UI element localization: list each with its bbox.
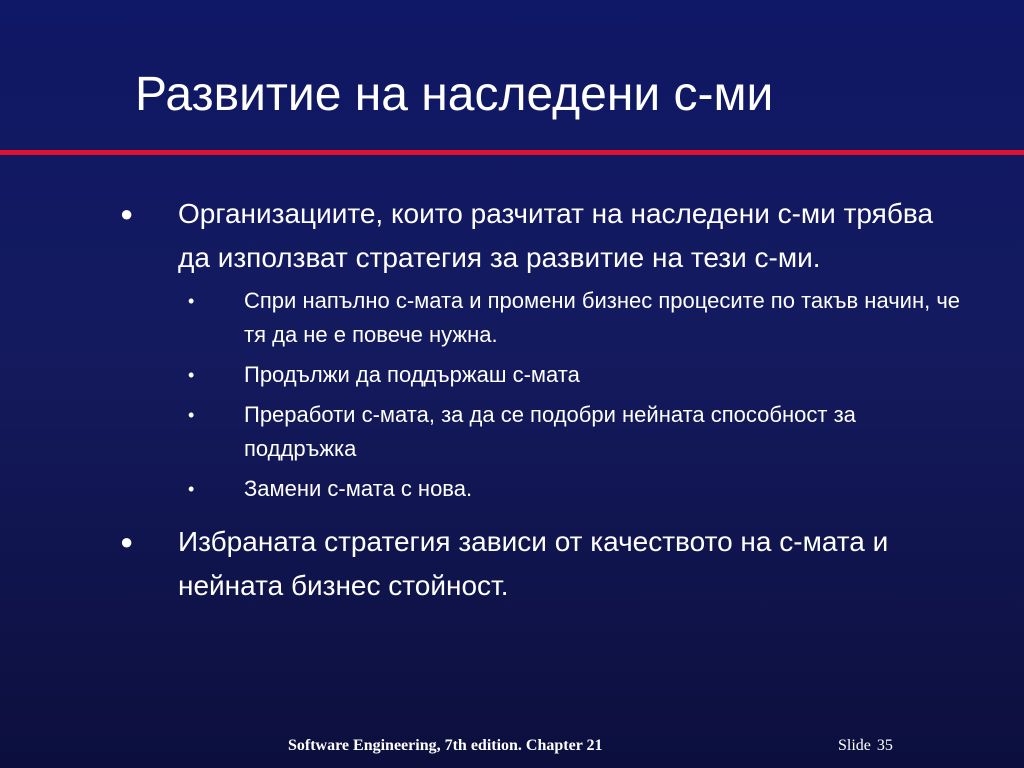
sub-bullet-text: Замени с-мата с нова. <box>244 476 473 501</box>
bullet-item <box>0 520 968 608</box>
slide-title: Развитие на наследени с-ми <box>135 68 774 121</box>
sub-bullet-item <box>0 398 974 466</box>
sub-bullet-dot-icon: • <box>188 291 195 311</box>
sub-bullet-dot-icon: • <box>188 479 195 499</box>
footer-source: Software Engineering, 7th edition. Chapter 21 <box>288 737 603 754</box>
slide-number: 35 <box>876 737 893 754</box>
slide-label: Slide <box>838 737 871 754</box>
slide-content <box>0 192 1024 608</box>
sub-bullet-dot-icon: • <box>188 405 195 425</box>
sub-bullet-text: Спри напълно с-мата и промени бизнес процесите по такъв начин, че тя да не е повече нужна. <box>244 288 961 347</box>
sub-bullet-text: Продължи да поддържаш с-мата <box>244 362 580 387</box>
footer-slide-number <box>838 737 893 755</box>
bullet-text: Организациите, които разчитат на наследени с-ми трябва да използват стратегия за развитие на тези с-ми. <box>178 198 934 273</box>
title-divider <box>0 150 1024 155</box>
bullet-dot-icon: ● <box>120 529 134 554</box>
sub-bullet-item <box>0 284 974 352</box>
bullet-dot-icon: ● <box>120 201 134 226</box>
bullet-item <box>0 192 968 280</box>
sub-bullet-item <box>0 358 974 392</box>
sub-bullet-dot-icon: • <box>188 365 195 385</box>
bullet-text: Избраната стратегия зависи от качеството на с-мата и нейната бизнес стойност. <box>178 526 889 601</box>
sub-bullet-item <box>0 472 974 506</box>
sub-bullet-text: Преработи с-мата, за да се подобри нейната способност за поддръжка <box>244 402 856 461</box>
